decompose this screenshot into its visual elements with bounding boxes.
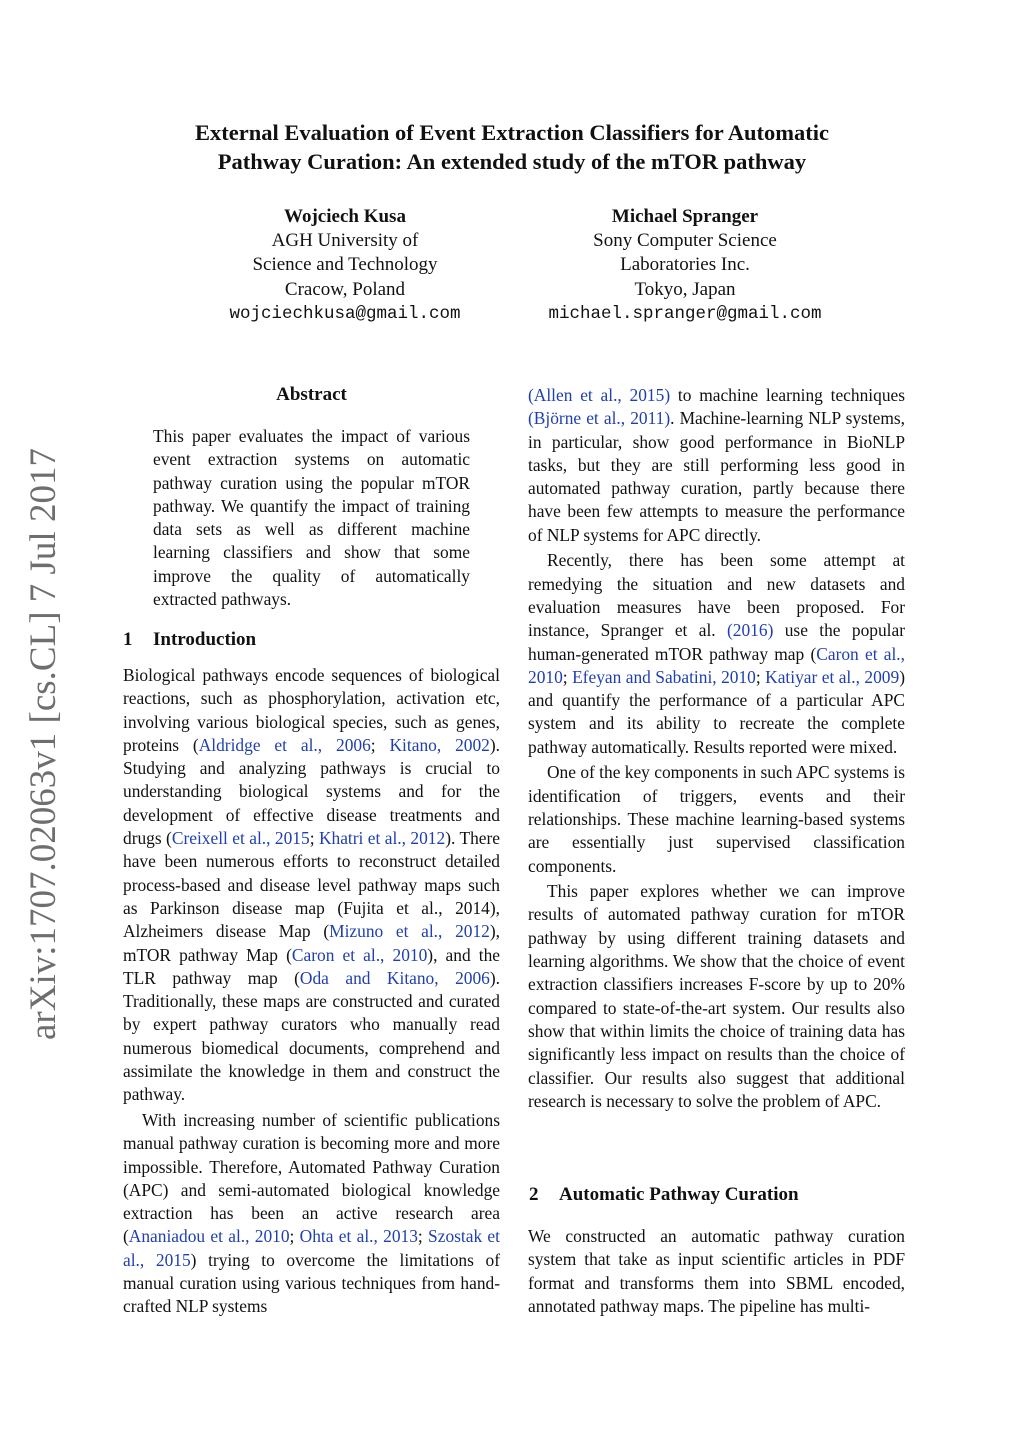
section-2-body — [528, 1225, 905, 1318]
citation-link[interactable]: Ohta et al., 2013 — [299, 1226, 418, 1247]
intro-paragraph-3: Recently, there has been some attempt at remedying the situation and new datasets and evaluation measures have been proposed. For instance, Spranger et al. (2016) use the popular human-generated mTOR pathway map (Caron et al., 2010; Efeyan and Sabatini, 2010; Katiyar et al., 2009) and quantify the performance of a particular APC system and its ability to recreate the complete pathway automatically. Results reported were mixed. — [528, 550, 906, 757]
section-title: Automatic Pathway Curation — [559, 1184, 799, 1205]
intro-paragraph-5: This paper explores whether we can improve results of automated pathway curation for mTOR pathway by using different training datasets and learning algorithms. We show that the choice of event extraction classifiers increases F-score by up to 20% compared to state-of-the-art system. Our results also show that within limits the choice of training data has significantly less impact on results than the choice of classifier. Our results also suggest that additional research is necessary to solve the problem of APC. — [528, 881, 905, 1111]
citation-link[interactable]: Efeyan and Sabatini, 2010 — [572, 666, 756, 687]
paper-title — [112, 118, 912, 176]
citation-link[interactable]: Mizuno et al., 2012 — [329, 921, 490, 942]
citation-link[interactable]: Aldridge et al., 2006 — [198, 734, 371, 755]
citation-link[interactable]: Oda and Kitano, 2006 — [299, 967, 490, 988]
citation-link[interactable]: Ananiadou et al., 2010 — [128, 1226, 290, 1247]
author-email: wojciechkusa@gmail.com — [229, 303, 461, 324]
author-block-spranger — [520, 205, 850, 326]
intro-paragraph-2-continued: (Allen et al., 2015) to machine learning techniques (Björne et al., 2011). Machine-learning NLP systems, in particular, show good performance in BioNLP tasks, but they are still performing less good in automated pathway curation, partly because there have been few attempts to measure the performance of NLP systems for APC directly. — [528, 385, 906, 545]
citation-link[interactable]: Khatri et al., 2012 — [318, 828, 446, 849]
citation-link[interactable]: (Björne et al., 2011) — [528, 408, 671, 429]
abstract-text: This paper evaluates the impact of various event extraction systems on automatic pathway curation using the popular mTOR pathway. We quantify the impact of training data sets as well as different machine learning classifiers and show that some improve the quality of automatically extracted pathways. — [153, 426, 470, 610]
title-line-2: Pathway Curation: An extended study of the mTOR pathway — [217, 149, 807, 174]
citation-link[interactable]: Caron et al., 2010 — [291, 944, 428, 965]
citation-link[interactable]: Creixell et al., 2015 — [171, 828, 310, 849]
title-line-1: External Evaluation of Event Extraction Classifiers for Automatic — [195, 120, 829, 145]
citation-link[interactable]: Katiyar et al., 2009 — [765, 666, 900, 687]
author-location: Cracow, Poland — [284, 278, 406, 300]
author-name: Michael Spranger — [611, 206, 759, 227]
section-1-heading — [123, 628, 256, 652]
author-name: Wojciech Kusa — [284, 206, 406, 227]
citation-link[interactable]: (2016) — [727, 620, 774, 641]
section-2-paragraph-1: We constructed an automatic pathway curation system that take as input scientific articles in PDF format and transforms them into SBML encoded, annotated pathway maps. The pipeline has multi- — [528, 1226, 905, 1316]
section-number: 2 — [529, 1184, 539, 1205]
author-affiliation-line: Laboratories Inc. — [620, 254, 750, 276]
section-title: Introduction — [153, 629, 257, 650]
abstract-heading: Abstract — [276, 384, 347, 405]
author-affiliation-line: AGH University of — [271, 230, 419, 252]
section-2-heading — [529, 1183, 799, 1207]
citation-link[interactable]: Caron et al., 2010 — [528, 643, 905, 687]
intro-paragraph-1: Biological pathways encode sequences of biological reactions, such as phosphorylation, activation etc, involving various biological species, such as genes, proteins (Aldridge et al., 2006; Kitano, 2002). Studying and analyzing pathways is crucial to understanding biological systems and for the development of effective disease treatments and drugs (Creixell et al., 2015; Khatri et al., 2012). There have been numerous efforts to reconstruct detailed process-based and disease level pathway maps such as Parkinson disease map (Fujita et al., 2014), Alzheimers disease Map (Mizuno et al., 2012), mTOR pathway Map (Caron et al., 2010), and the TLR pathway map (Oda and Kitano, 2006). Traditionally, these maps are constructed and curated by expert pathway curators who manually read numerous biomedical documents, comprehend and assimilate the knowledge in them and construct the pathway. — [123, 665, 500, 1105]
arxiv-stamp: arXiv:1707.02063v1 [cs.CL] 7 Jul 2017 — [23, 448, 64, 1040]
citation-link[interactable]: (Allen et al., 2015) — [528, 385, 671, 405]
right-column-body — [528, 384, 905, 1113]
author-affiliation-line: Science and Technology — [252, 254, 438, 276]
intro-paragraph-4: One of the key components in such APC systems is identification of triggers, events and their relationships. These machine learning-based systems are essentially just supervised classification components. — [528, 762, 905, 876]
author-location: Tokyo, Japan — [634, 278, 736, 300]
left-column-body — [123, 664, 500, 1319]
intro-paragraph-2: With increasing number of scientific publications manual pathway curation is becoming more and more impossible. Therefore, Automated Pathway Curation (APC) and semi-automated biological knowledge extraction has been an active research area (Ananiadou et al., 2010; Ohta et al., 2013; Szostak et al., 2015) trying to overcome the limitations of manual curation using various techniques from hand-crafted NLP systems — [123, 1109, 501, 1317]
citation-link[interactable]: Szostak et al., 2015 — [123, 1226, 500, 1270]
section-number: 1 — [123, 629, 133, 650]
author-email: michael.spranger@gmail.com — [548, 303, 822, 324]
author-affiliation-line: Sony Computer Science — [593, 230, 777, 252]
author-block-kusa — [205, 205, 485, 326]
citation-link[interactable]: Kitano, 2002 — [389, 734, 490, 755]
